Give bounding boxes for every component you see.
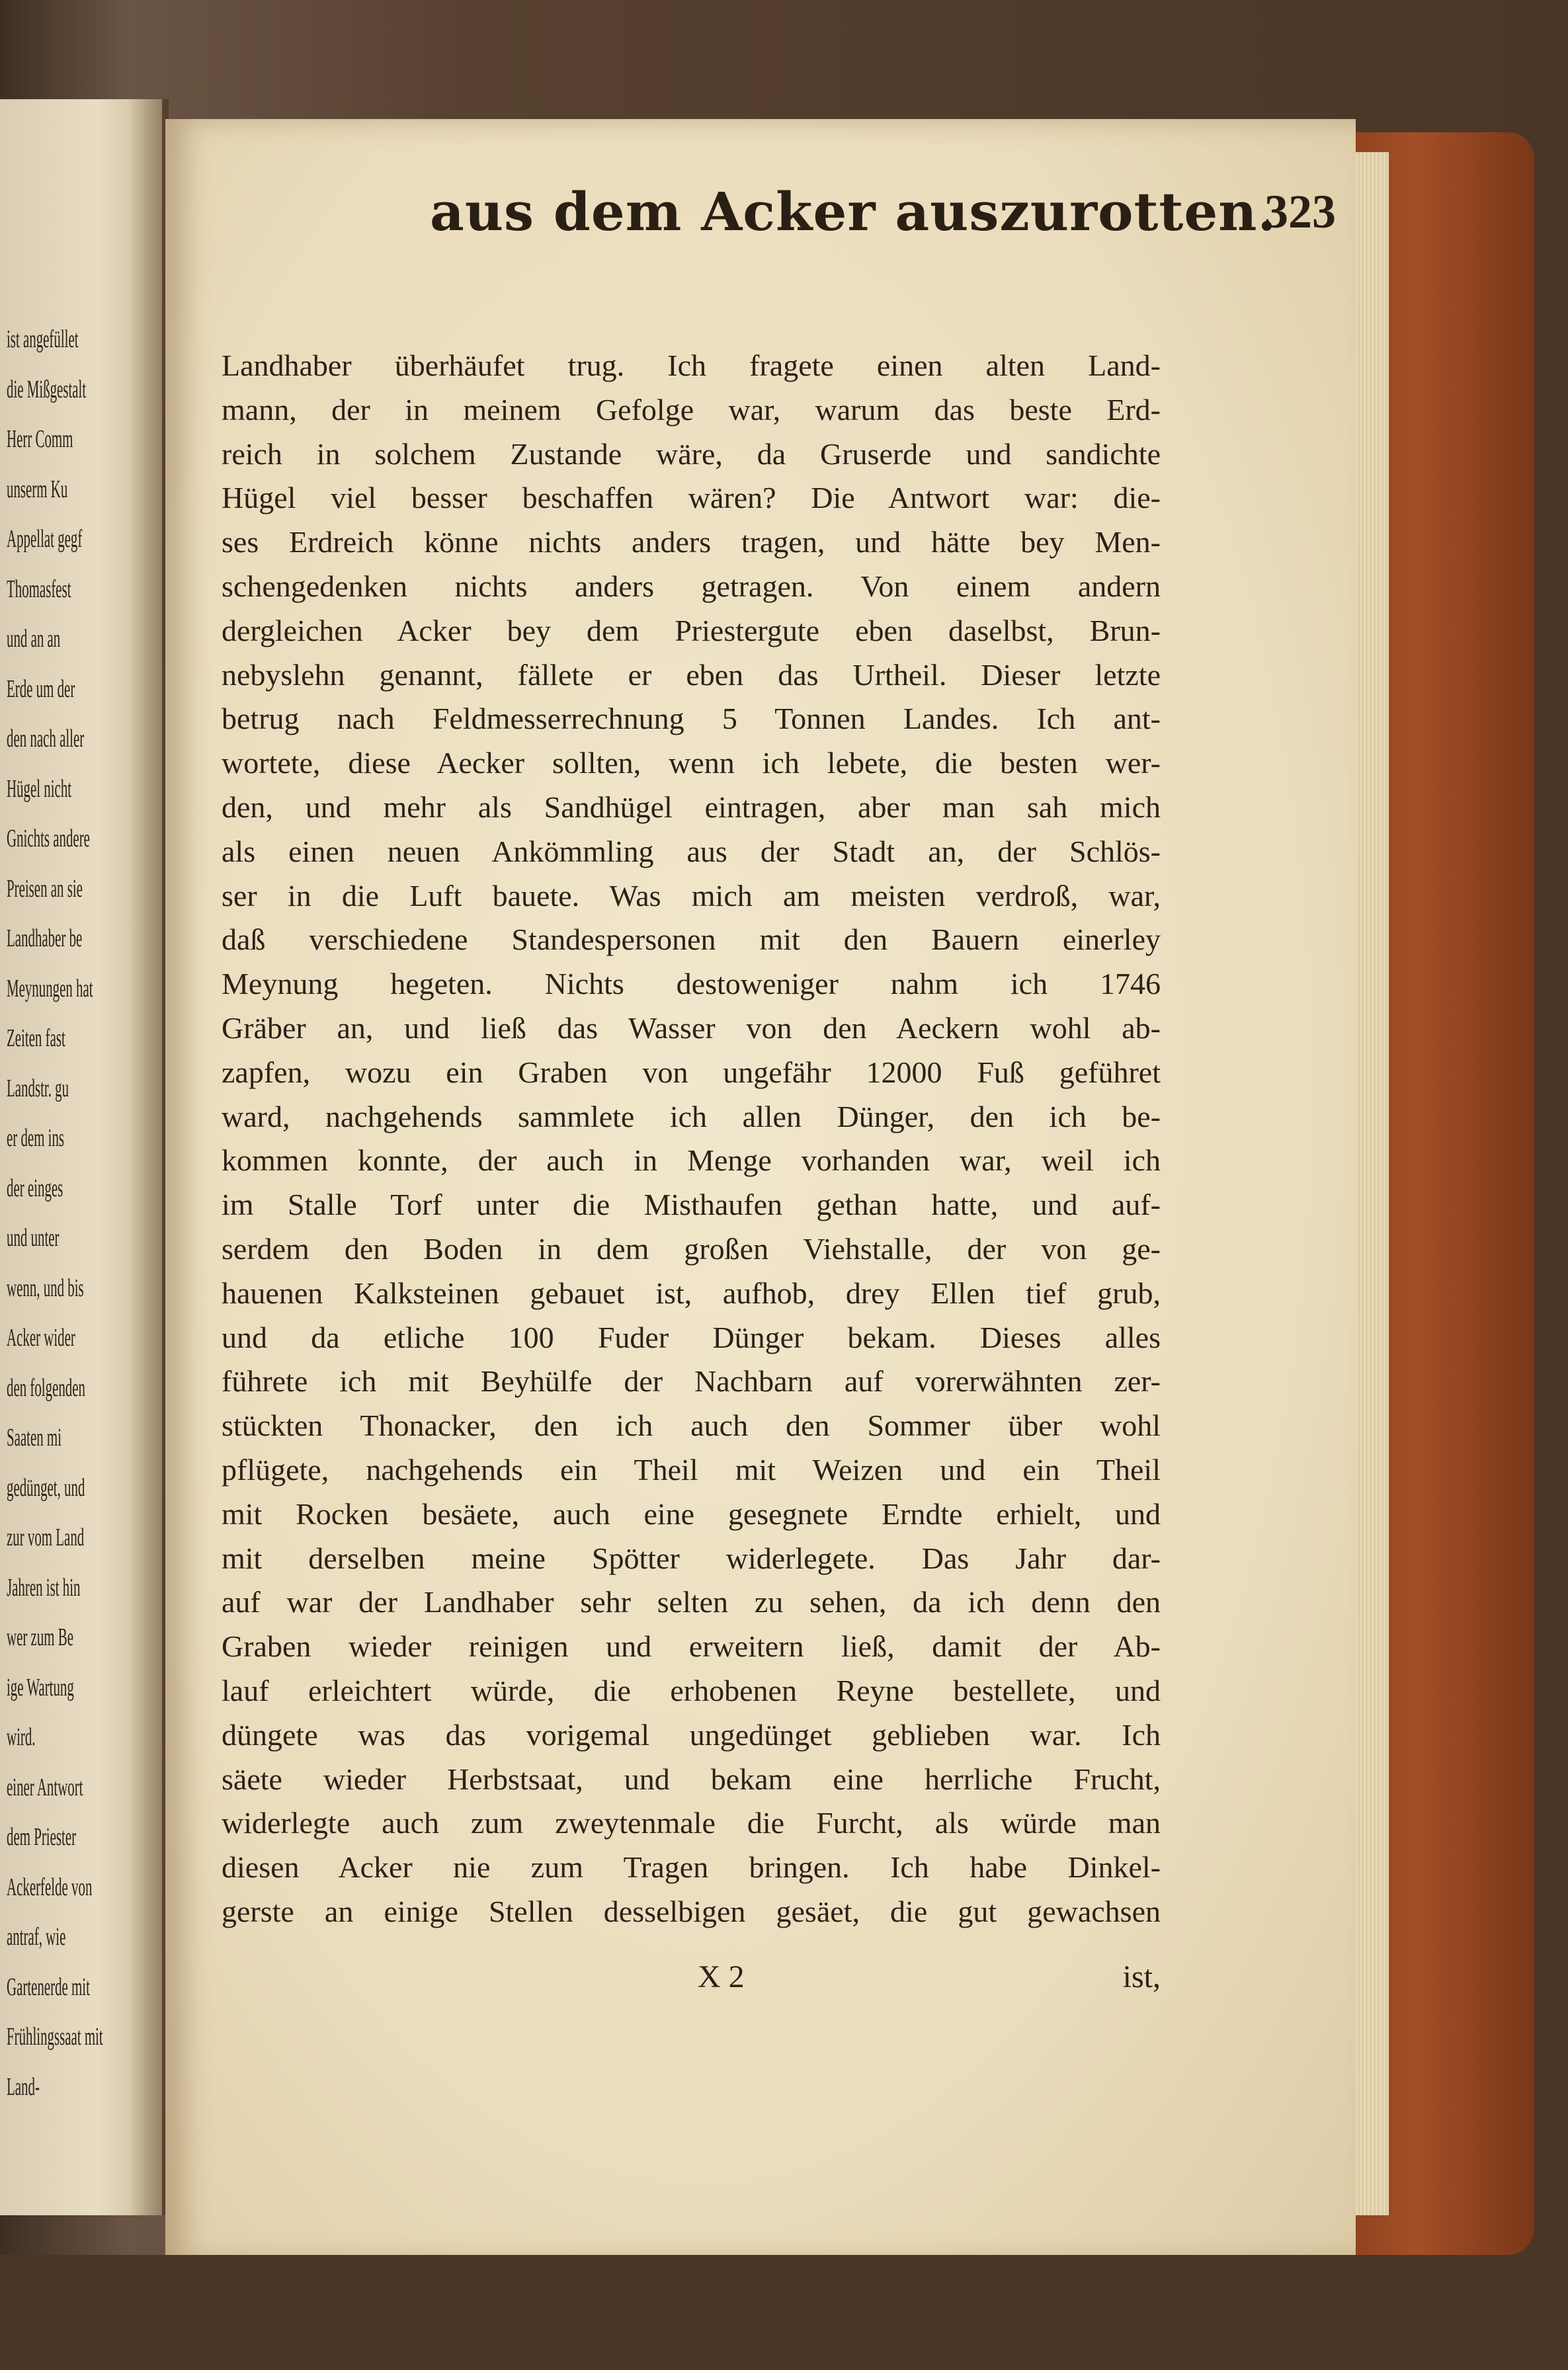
- text-line: serdem den Boden in dem großen Viehstalle, der von ge-: [222, 1231, 1161, 1266]
- text-line: ses Erdreich könne nichts anders tragen, und hätte bey Men-: [222, 525, 1161, 559]
- book-gutter-shadow: [129, 99, 169, 2215]
- left-page-fragment: Acker wider: [7, 1324, 75, 1352]
- page-footer: [222, 1954, 1161, 2000]
- left-page-fragment: Frühlingssaat mit: [7, 2023, 103, 2051]
- left-page-fragment: Ackerfelde von: [7, 1873, 93, 1901]
- text-line: schengedenken nichts anders getragen. Von einem andern: [222, 569, 1161, 603]
- text-line: säete wieder Herbstsaat, und bekam eine herrliche Frucht,: [222, 1762, 1161, 1796]
- text-line: zapfen, wozu ein Graben von ungefähr 12000 Fuß geführet: [222, 1055, 1161, 1089]
- text-line: düngete was das vorigemal ungedünget geblieben war. Ich: [222, 1717, 1161, 1752]
- page-number: 323: [1264, 185, 1336, 238]
- scan-bottom-background: [0, 2255, 1568, 2370]
- left-page-fragment: Saaten mi: [7, 1424, 62, 1451]
- catchword: ist,: [1122, 1959, 1161, 1994]
- text-line: kommen konnte, der auch in Menge vorhanden war, weil ich: [222, 1143, 1161, 1178]
- page-header: [265, 162, 1336, 261]
- text-line: gerste an einige Stellen desselbigen gesäet, die gut gewachsen: [222, 1894, 1161, 1928]
- left-page-fragment: und an an: [7, 625, 61, 653]
- text-line: widerlegte auch zum zweytenmale die Furcht, als würde man: [222, 1806, 1161, 1840]
- left-page-fragment: den nach aller: [7, 725, 85, 753]
- left-page-fragment: zur vom Land: [7, 1524, 85, 1551]
- left-page-fragment: Landstr. gu: [7, 1074, 69, 1102]
- text-line: und da etliche 100 Fuder Dünger bekam. Dieses alles: [222, 1320, 1161, 1354]
- left-page-fragment: dem Priester: [7, 1823, 77, 1851]
- running-head: aus dem Acker auszurotten.: [430, 181, 1277, 243]
- text-line: nebyslehn genannt, fällete er eben das Urtheil. Dieser letzte: [222, 657, 1161, 692]
- left-page-fragment: Appellat gegf: [7, 525, 83, 553]
- left-page-fragment: Herr Comm: [7, 425, 73, 453]
- text-line: diesen Acker nie zum Tragen bringen. Ich habe Dinkel-: [222, 1850, 1161, 1885]
- signature-mark: X 2: [698, 1959, 745, 1994]
- text-line: Meynung hegeten. Nichts destoweniger nahm ich 1746: [222, 967, 1161, 1001]
- left-page-fragment: einer Antwort: [7, 1773, 83, 1801]
- left-page-fragment: Land-: [7, 2072, 40, 2101]
- body-text: [222, 344, 1161, 1934]
- left-page-fragment: Gartenerde mit: [7, 1973, 90, 2001]
- left-page-fragment: Gnichts andere: [7, 825, 90, 852]
- text-line: stückten Thonacker, den ich auch den Sommer über wohl: [222, 1409, 1161, 1443]
- text-line: betrug nach Feldmesserrechnung 5 Tonnen Landes. Ich ant-: [222, 702, 1161, 736]
- left-page-fragment: die Mißgestalt: [7, 375, 87, 403]
- left-page-fragment: Jahren ist hin: [7, 1573, 81, 1602]
- text-line: pflügete, nachgehends ein Theil mit Weizen und ein Theil: [222, 1452, 1161, 1487]
- text-line: Gräber an, und ließ das Wasser von den Aeckern wohl ab-: [222, 1010, 1161, 1045]
- text-line: ser in die Luft bauete. Was mich am meisten verdroß, war,: [222, 878, 1161, 913]
- left-page-fragment: unserm Ku: [7, 475, 68, 503]
- left-page-fragment: den folgenden: [7, 1373, 85, 1402]
- text-line: Graben wieder reinigen und erweitern ließ, damit der Ab-: [222, 1629, 1161, 1664]
- left-page-fragment: der einges: [7, 1174, 63, 1202]
- text-line: den, und mehr als Sandhügel eintragen, aber man sah mich: [222, 790, 1161, 824]
- left-page-fragment: Erde um der: [7, 674, 75, 703]
- text-line: mann, der in meinem Gefolge war, warum das beste Erd-: [222, 392, 1161, 427]
- left-page-fragment: und unter: [7, 1224, 60, 1252]
- left-page-fragment: antraf, wie: [7, 1923, 66, 1951]
- text-line: mit Rocken besäete, auch eine gesegnete Erndte erhielt, und: [222, 1496, 1161, 1531]
- text-line: führete ich mit Beyhülfe der Nachbarn auf vorerwähnten zer-: [222, 1364, 1161, 1399]
- text-line: im Stalle Torf unter die Misthaufen gethan hatte, und auf-: [222, 1188, 1161, 1222]
- left-page-fragment: Meynungen hat: [7, 974, 93, 1002]
- left-page-fragment: Landhaber be: [7, 924, 83, 952]
- text-line: wortete, diese Aecker sollten, wenn ich lebete, die besten wer-: [222, 746, 1161, 780]
- text-line: daß verschiedene Standespersonen mit den Bauern einerley: [222, 922, 1161, 957]
- left-page-fragment: Preisen an sie: [7, 874, 83, 903]
- text-line: reich in solchem Zustande wäre, da Gruserde und sandichte: [222, 436, 1161, 471]
- left-page-fragment: wenn, und bis: [7, 1274, 84, 1302]
- left-page-fragment: wird.: [7, 1723, 36, 1751]
- left-page-fragment: Zeiten fast: [7, 1024, 65, 1052]
- text-line: als einen neuen Ankömmling aus der Stadt an, der Schlös-: [222, 834, 1161, 868]
- left-page-fragment: gedünget, und: [7, 1473, 85, 1502]
- text-line: dergleichen Acker bey dem Priestergute eben daselbst, Brun-: [222, 613, 1161, 647]
- left-page-fragment: Hügel nicht: [7, 774, 72, 803]
- text-line: Landhaber überhäufet trug. Ich fragete einen alten Land-: [222, 348, 1161, 382]
- left-page-fragment: ist angefüllet: [7, 325, 79, 353]
- left-page-fragment: er dem ins: [7, 1124, 65, 1152]
- left-page-fragment: ige Wartung: [7, 1673, 74, 1701]
- text-line: auf war der Landhaber sehr selten zu sehen, da ich denn den: [222, 1585, 1161, 1619]
- left-page-fragment: wer zum Be: [7, 1623, 73, 1651]
- left-page-fragment: Thomasfest: [7, 575, 71, 603]
- text-line: lauf erleichtert würde, die erhobenen Reyne bestellete, und: [222, 1673, 1161, 1707]
- text-line: ward, nachgehends sammlete ich allen Dünger, den ich be-: [222, 1099, 1161, 1133]
- text-line: hauenen Kalksteinen gebauet ist, aufhob, drey Ellen tief grub,: [222, 1276, 1161, 1310]
- text-line: Hügel viel besser beschaffen wären? Die Antwort war: die-: [222, 481, 1161, 515]
- text-line: mit derselben meine Spötter widerlegete. Das Jahr dar-: [222, 1541, 1161, 1575]
